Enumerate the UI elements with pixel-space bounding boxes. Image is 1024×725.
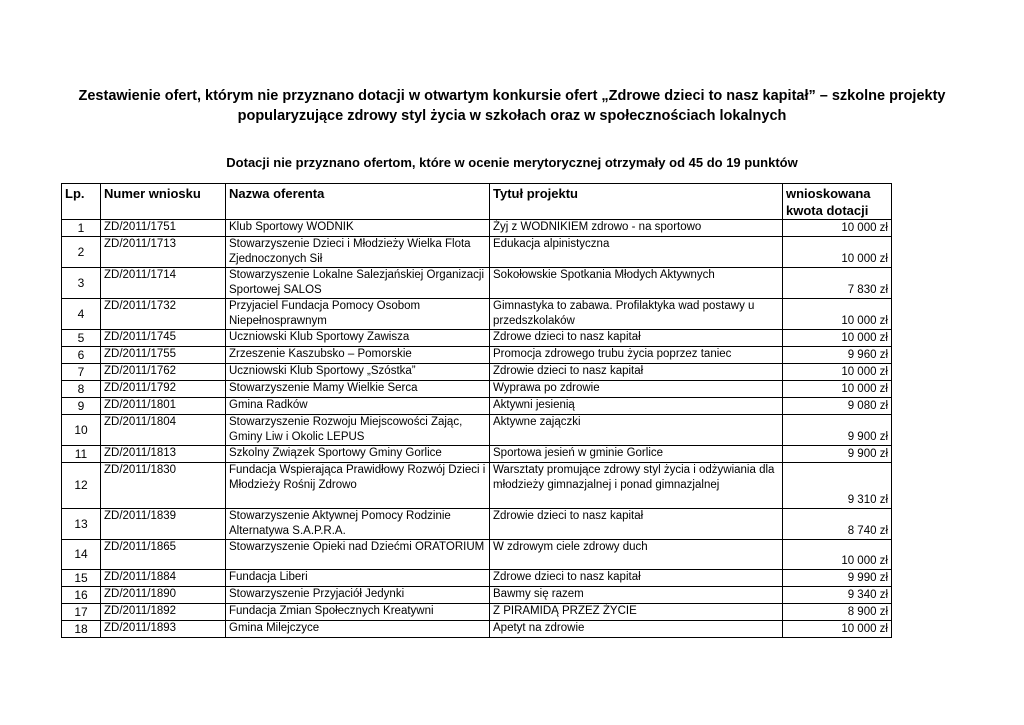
cell-applicant-name: Gmina Radków	[226, 398, 490, 415]
cell-applicant-name: Fundacja Wspierająca Prawidłowy Rozwój Dzieci i Młodzieży Rośnij Zdrowo	[226, 463, 490, 509]
document-subtitle: Dotacji nie przyznano ofertom, które w ocenie merytorycznej otrzymały od 45 do 19 punktów	[226, 155, 798, 170]
cell-project-title: Sokołowskie Spotkania Młodych Aktywnych	[490, 268, 783, 299]
cell-lp: 18	[62, 621, 101, 638]
cell-lp: 1	[62, 220, 101, 237]
cell-applicant-name: Stowarzyszenie Przyjaciół Jedynki	[226, 587, 490, 604]
cell-lp: 2	[62, 237, 101, 268]
cell-application-number: ZD/2011/1865	[101, 540, 226, 570]
cell-lp: 10	[62, 415, 101, 446]
cell-project-title: Bawmy się razem	[490, 587, 783, 604]
cell-project-title: Zdrowie dzieci to nasz kapitał	[490, 364, 783, 381]
cell-application-number: ZD/2011/1732	[101, 299, 226, 330]
cell-project-title: Sportowa jesień w gminie Gorlice	[490, 446, 783, 463]
cell-application-number: ZD/2011/1755	[101, 347, 226, 364]
cell-applicant-name: Zrzeszenie Kaszubsko – Pomorskie	[226, 347, 490, 364]
cell-lp: 3	[62, 268, 101, 299]
table-row	[62, 220, 892, 237]
cell-applicant-name: Stowarzyszenie Dzieci i Młodzieży Wielka Flota Zjednoczonych Sił	[226, 237, 490, 268]
table-row	[62, 463, 892, 509]
table-header-row	[62, 184, 892, 220]
cell-requested-amount: 10 000 zł	[783, 237, 892, 268]
cell-application-number: ZD/2011/1892	[101, 604, 226, 621]
cell-project-title: Z PIRAMIDĄ PRZEZ ŻYCIE	[490, 604, 783, 621]
cell-project-title: Aktywne zajączki	[490, 415, 783, 446]
cell-requested-amount: 10 000 zł	[783, 220, 892, 237]
cell-application-number: ZD/2011/1801	[101, 398, 226, 415]
cell-requested-amount: 10 000 zł	[783, 381, 892, 398]
cell-application-number: ZD/2011/1762	[101, 364, 226, 381]
cell-project-title: Gimnastyka to zabawa. Profilaktyka wad postawy u przedszkolaków	[490, 299, 783, 330]
cell-requested-amount: 9 900 zł	[783, 415, 892, 446]
cell-applicant-name: Stowarzyszenie Mamy Wielkie Serca	[226, 381, 490, 398]
cell-requested-amount: 8 740 zł	[783, 509, 892, 540]
cell-application-number: ZD/2011/1751	[101, 220, 226, 237]
cell-applicant-name: Gmina Milejczyce	[226, 621, 490, 638]
table-row	[62, 299, 892, 330]
cell-lp: 11	[62, 446, 101, 463]
table-row	[62, 268, 892, 299]
cell-lp: 15	[62, 570, 101, 587]
cell-project-title: Zdrowe dzieci to nasz kapitał	[490, 570, 783, 587]
cell-applicant-name: Stowarzyszenie Lokalne Salezjańskiej Organizacji Sportowej SALOS	[226, 268, 490, 299]
table-row	[62, 347, 892, 364]
cell-requested-amount: 9 310 zł	[783, 463, 892, 509]
cell-requested-amount: 10 000 zł	[783, 540, 892, 570]
cell-project-title: Promocja zdrowego trubu życia poprzez taniec	[490, 347, 783, 364]
table-row	[62, 446, 892, 463]
cell-application-number: ZD/2011/1890	[101, 587, 226, 604]
column-header-lp: Lp.	[62, 184, 101, 220]
cell-project-title: Żyj z WODNIKIEM zdrowo - na sportowo	[490, 220, 783, 237]
cell-applicant-name: Szkolny Związek Sportowy Gminy Gorlice	[226, 446, 490, 463]
cell-project-title: Aktywni jesienią	[490, 398, 783, 415]
document-title: Zestawienie ofert, którym nie przyznano dotacji w otwartym konkursie ofert „Zdrowe dzieci to nasz kapitał” – szkolne projekty popularyzujące zdrowy styl życia w szkołach oraz w społecznościach lokalnych	[78, 88, 946, 124]
table-row	[62, 604, 892, 621]
cell-project-title: W zdrowym ciele zdrowy duch	[490, 540, 783, 570]
cell-applicant-name: Stowarzyszenie Aktywnej Pomocy Rodzinie Alternatywa S.A.P.R.A.	[226, 509, 490, 540]
cell-project-title: Warsztaty promujące zdrowy styl życia i odżywiania dla młodzieży gimnazjalnej i ponad gimnazjalnej	[490, 463, 783, 509]
cell-lp: 6	[62, 347, 101, 364]
table-row	[62, 237, 892, 268]
cell-applicant-name: Uczniowski Klub Sportowy „Szóstka”	[226, 364, 490, 381]
cell-requested-amount: 9 960 zł	[783, 347, 892, 364]
cell-applicant-name: Stowarzyszenie Opieki nad Dziećmi ORATORIUM	[226, 540, 490, 570]
column-header-applicant: Nazwa oferenta	[226, 184, 490, 220]
cell-application-number: ZD/2011/1792	[101, 381, 226, 398]
cell-applicant-name: Stowarzyszenie Rozwoju Miejscowości Zając, Gminy Liw i Okolic LEPUS	[226, 415, 490, 446]
table-row	[62, 540, 892, 570]
cell-requested-amount: 10 000 zł	[783, 299, 892, 330]
table-row	[62, 587, 892, 604]
table-row	[62, 364, 892, 381]
cell-requested-amount: 9 080 zł	[783, 398, 892, 415]
cell-applicant-name: Uczniowski Klub Sportowy Zawisza	[226, 330, 490, 347]
cell-applicant-name: Przyjaciel Fundacja Pomocy Osobom Niepełnosprawnym	[226, 299, 490, 330]
table-row	[62, 381, 892, 398]
cell-requested-amount: 9 340 zł	[783, 587, 892, 604]
cell-requested-amount: 10 000 zł	[783, 364, 892, 381]
cell-application-number: ZD/2011/1839	[101, 509, 226, 540]
cell-lp: 7	[62, 364, 101, 381]
cell-application-number: ZD/2011/1830	[101, 463, 226, 509]
column-header-project: Tytuł projektu	[490, 184, 783, 220]
table-row	[62, 621, 892, 638]
cell-requested-amount: 9 900 zł	[783, 446, 892, 463]
cell-project-title: Zdrowe dzieci to nasz kapitał	[490, 330, 783, 347]
cell-lp: 14	[62, 540, 101, 570]
cell-lp: 5	[62, 330, 101, 347]
cell-application-number: ZD/2011/1714	[101, 268, 226, 299]
cell-application-number: ZD/2011/1713	[101, 237, 226, 268]
cell-applicant-name: Fundacja Liberi	[226, 570, 490, 587]
cell-lp: 16	[62, 587, 101, 604]
table-row	[62, 330, 892, 347]
cell-application-number: ZD/2011/1893	[101, 621, 226, 638]
table-row	[62, 570, 892, 587]
cell-lp: 17	[62, 604, 101, 621]
column-header-amount: wnioskowana kwota dotacji	[783, 184, 892, 220]
cell-lp: 4	[62, 299, 101, 330]
offers-table	[61, 183, 892, 638]
cell-project-title: Zdrowie dzieci to nasz kapitał	[490, 509, 783, 540]
cell-lp: 12	[62, 463, 101, 509]
cell-applicant-name: Fundacja Zmian Społecznych Kreatywni	[226, 604, 490, 621]
cell-project-title: Edukacja alpinistyczna	[490, 237, 783, 268]
cell-requested-amount: 9 990 zł	[783, 570, 892, 587]
column-header-number: Numer wniosku	[101, 184, 226, 220]
cell-application-number: ZD/2011/1884	[101, 570, 226, 587]
table-row	[62, 509, 892, 540]
cell-requested-amount: 10 000 zł	[783, 330, 892, 347]
table-row	[62, 398, 892, 415]
cell-lp: 8	[62, 381, 101, 398]
cell-requested-amount: 10 000 zł	[783, 621, 892, 638]
cell-application-number: ZD/2011/1745	[101, 330, 226, 347]
cell-application-number: ZD/2011/1804	[101, 415, 226, 446]
cell-project-title: Apetyt na zdrowie	[490, 621, 783, 638]
cell-project-title: Wyprawa po zdrowie	[490, 381, 783, 398]
cell-lp: 13	[62, 509, 101, 540]
cell-requested-amount: 8 900 zł	[783, 604, 892, 621]
cell-requested-amount: 7 830 zł	[783, 268, 892, 299]
cell-application-number: ZD/2011/1813	[101, 446, 226, 463]
cell-lp: 9	[62, 398, 101, 415]
table-row	[62, 415, 892, 446]
cell-applicant-name: Klub Sportowy WODNIK	[226, 220, 490, 237]
